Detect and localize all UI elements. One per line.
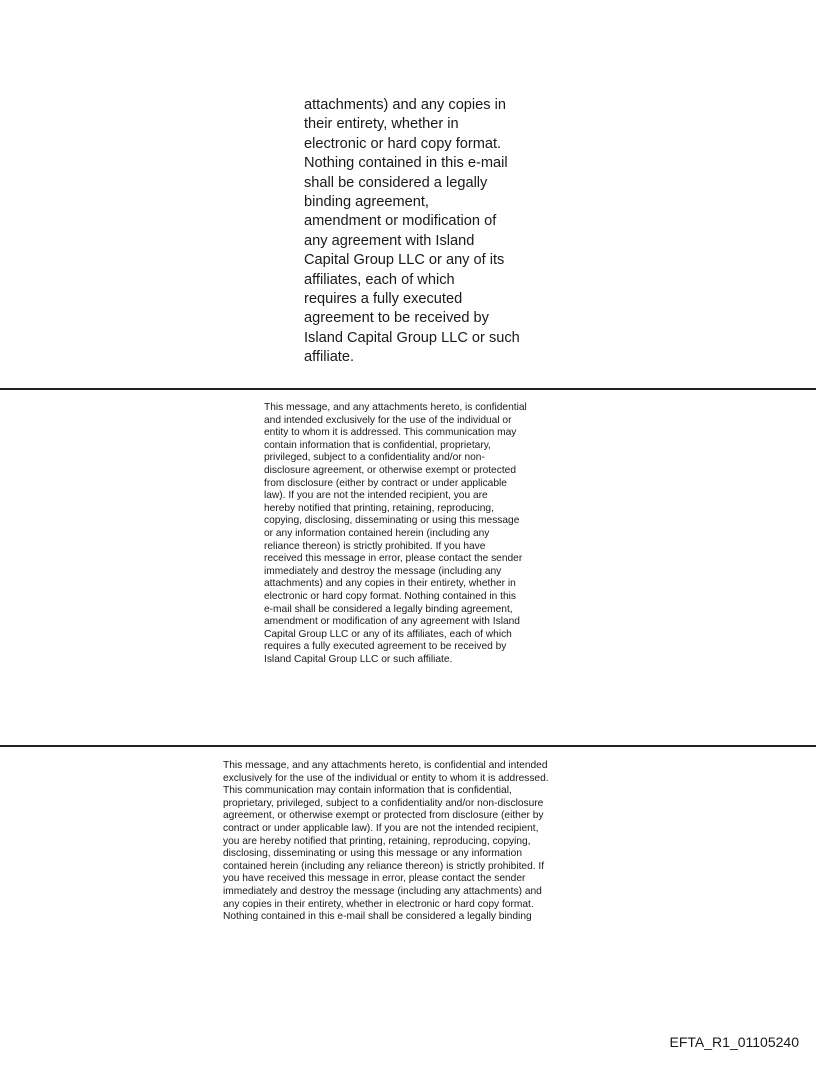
text-line: contain information that is confidential, proprietary, [264, 439, 491, 451]
text-line: exclusively for the use of the individual or entity to whom it is addressed. [223, 772, 549, 784]
text-line: you have received this message in error, please contact the sender [223, 873, 526, 885]
text-line: law). If you are not the intended recipient, you are [264, 490, 488, 502]
text-line: This communication may contain information that is confidential, [223, 785, 512, 797]
text-line: or any information contained herein (including any [264, 527, 490, 539]
confidentiality-disclaimer-2 [223, 760, 549, 924]
text-line: affiliate. [304, 349, 355, 366]
section-divider [0, 388, 816, 390]
disclaimer-continuation-large [304, 96, 520, 368]
text-line: entity to whom it is addressed. This communication may [264, 427, 517, 439]
text-line: This message, and any attachments hereto, is confidential [264, 402, 527, 413]
text-line: Nothing contained in this e-mail [304, 155, 508, 172]
text-line: requires a fully executed [304, 291, 463, 308]
text-line: proprietary, privileged, subject to a confidentiality and/or non-disclosure [223, 797, 544, 809]
text-line: and intended exclusively for the use of the individual or [264, 414, 512, 426]
text-line: any copies in their entirety, whether in electronic or hard copy format. [223, 898, 534, 910]
text-line: from disclosure (either by contract or under applicable [264, 477, 507, 489]
text-line: Capital Group LLC or any of its [304, 252, 505, 269]
text-line: attachments) and any copies in [304, 97, 506, 113]
text-line: binding agreement, [304, 194, 429, 211]
document-id-stamp: EFTA_R1_01105240 [669, 1034, 799, 1050]
text-line: their entirety, whether in [304, 116, 459, 133]
text-line: electronic or hard copy format. [304, 135, 502, 152]
text-line: agreement to be received by [304, 310, 489, 327]
text-line: hereby notified that printing, retaining, reproducing, [264, 502, 494, 514]
section-divider [0, 745, 816, 747]
text-line: contained herein (including any reliance thereon) is strictly prohibited. If [223, 860, 545, 872]
text-line: This message, and any attachments hereto, is confidential and intended [223, 760, 548, 771]
text-line: immediately and destroy the message (including any [264, 565, 502, 577]
confidentiality-disclaimer-1 [264, 402, 527, 666]
text-line: disclosure agreement, or otherwise exempt or protected [264, 464, 516, 476]
text-line: amendment or modification of any agreement with Island [264, 616, 520, 628]
text-line: Island Capital Group LLC or such [304, 329, 520, 346]
text-line: reliance thereon) is strictly prohibited. If you have [264, 540, 486, 552]
text-line: amendment or modification of [304, 213, 497, 230]
text-line: attachments) and any copies in their entirety, whether in [264, 578, 516, 590]
text-line: requires a fully executed agreement to be received by [264, 641, 507, 653]
text-line: shall be considered a legally [304, 174, 488, 191]
text-line: any agreement with Island [304, 232, 475, 249]
text-line: disclosing, disseminating or using this message or any information [223, 848, 522, 860]
text-line: affiliates, each of which [304, 271, 455, 288]
text-line: immediately and destroy the message (including any attachments) and [223, 885, 542, 897]
text-line: agreement, or otherwise exempt or protected from disclosure (either by [223, 810, 544, 822]
text-line: e-mail shall be considered a legally binding agreement, [264, 603, 513, 615]
text-line: electronic or hard copy format. Nothing contained in this [264, 590, 516, 602]
text-line: Island Capital Group LLC or such affiliate. [264, 653, 453, 665]
text-line: Capital Group LLC or any of its affiliates, each of which [264, 628, 512, 640]
text-line: copying, disclosing, disseminating or using this message [264, 515, 520, 527]
text-line: you are hereby notified that printing, retaining, reproducing, copying, [223, 835, 531, 847]
text-line: contract or under applicable law). If you are not the intended recipient, [223, 822, 539, 834]
text-line: Nothing contained in this e-mail shall be considered a legally binding [223, 911, 532, 923]
text-line: privileged, subject to a confidentiality and/or non- [264, 452, 485, 464]
text-line: received this message in error, please contact the sender [264, 553, 523, 565]
